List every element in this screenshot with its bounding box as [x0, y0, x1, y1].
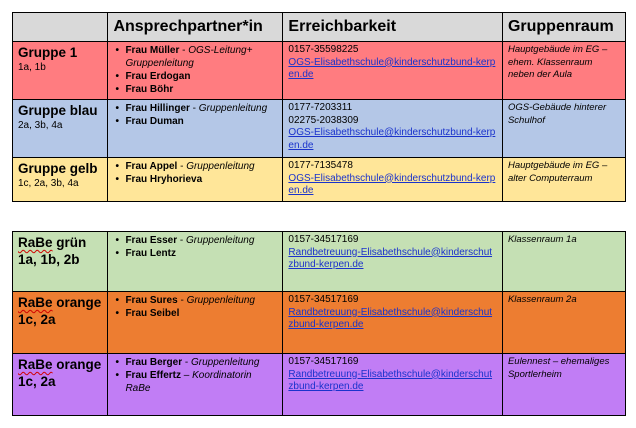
contact-item [113, 115, 277, 128]
contact-separator: - [177, 295, 187, 306]
group-room: Eulennest – ehemaliges Sportlerheim [507, 356, 610, 380]
contact-role: Gruppenleitung [186, 235, 255, 246]
group-name [18, 234, 102, 251]
contact-separator: - [177, 161, 187, 172]
phone-number: 0177-7135478 [288, 160, 353, 171]
group-classes: 1c, 2a, 3b, 4a [18, 178, 79, 189]
group-row-rabe-orange-eulennest [13, 354, 626, 416]
group-prefix: RaBe [18, 357, 53, 372]
contact-role: Gruppenleitung [198, 103, 268, 114]
room-cell [502, 42, 625, 100]
contact-name: Frau Müller [125, 45, 180, 56]
contact-name: Frau Duman [125, 116, 184, 127]
group-name [18, 294, 102, 311]
contacts-cell [108, 354, 283, 416]
reachability-cell [283, 42, 503, 100]
phone-number: 0157-34517169 [288, 356, 359, 367]
group-cell [13, 158, 108, 202]
ogs-groups-table [12, 12, 626, 202]
contact-item [113, 102, 277, 115]
phone-number: 0157-34517169 [288, 294, 359, 305]
contact-list [113, 356, 277, 395]
contact-item [113, 83, 277, 96]
contact-name: Frau Seibel [125, 308, 180, 319]
phone-number: 02275-2038309 [288, 114, 359, 126]
email-link[interactable]: OGS-Elisabethschule@kinderschutzbund-kerpen.de [288, 127, 496, 151]
group-cell [13, 354, 108, 416]
group-classes: 1c, 2a [18, 312, 56, 327]
contact-item [113, 294, 277, 307]
group-room: Hauptgebäude im EG – alter Computerraum [507, 160, 608, 184]
reachability-cell [283, 354, 503, 416]
contact-name: Frau Hryhorieva [125, 174, 203, 185]
phone-number: 0157-34517169 [288, 234, 359, 245]
room-cell [502, 158, 625, 202]
contact-name: Frau Berger [125, 357, 183, 368]
contact-name: Frau Appel [125, 161, 178, 172]
group-name-suffix: orange [52, 357, 102, 372]
contact-list [113, 44, 277, 96]
contact-item [113, 356, 277, 369]
group-classes: 1a, 1b, 2b [18, 252, 80, 267]
contact-name: Frau Sures [125, 295, 178, 306]
contact-name: Frau Böhr [125, 84, 174, 95]
group-row-rabe-gruen [13, 232, 626, 292]
contact-name: Frau Hillinger [125, 103, 190, 114]
group-cell [13, 292, 108, 354]
contact-item [113, 173, 277, 186]
contacts-cell [108, 158, 283, 202]
email-link[interactable]: Randbetreuung-Elisabethschule@kinderschutzbund-kerpen.de [288, 306, 493, 330]
group-room: OGS-Gebäude hinterer Schulhof [507, 102, 607, 126]
reachability-cell [283, 158, 503, 202]
contact-separator: - [189, 103, 199, 114]
group-room: Klassenraum 2a [507, 294, 577, 305]
group-name: Gruppe 1 [18, 45, 78, 60]
contact-name: Frau Effertz [125, 370, 181, 381]
reachability-cell [283, 232, 503, 292]
header-group-room: Gruppenraum [502, 13, 625, 42]
contact-name: Frau Lentz [125, 248, 176, 259]
contact-separator: - [177, 235, 187, 246]
contact-separator: - [179, 45, 189, 56]
group-name [18, 356, 102, 373]
group-name: Gruppe gelb [18, 161, 98, 176]
contacts-cell [108, 100, 283, 158]
contact-item [113, 307, 277, 320]
group-classes: 1a, 1b [18, 62, 46, 73]
group-cell [13, 100, 108, 158]
contact-role: Koordinatorin RaBe [125, 370, 252, 394]
contact-list [113, 234, 277, 260]
contact-separator: – [181, 370, 193, 381]
group-room: Hauptgebäude im EG – ehem. Klassenraum neben der Aula [507, 44, 608, 80]
header-group [13, 13, 108, 42]
contact-role: Gruppenleitung [186, 295, 255, 306]
header-contact-person: Ansprechpartner*in [108, 13, 283, 42]
contact-item [113, 160, 277, 173]
room-cell [502, 292, 625, 354]
contact-item [113, 234, 277, 247]
contact-item [113, 70, 277, 83]
email-link[interactable]: OGS-Elisabethschule@kinderschutzbund-kerpen.de [288, 172, 496, 196]
contact-name: Frau Esser [125, 235, 178, 246]
group-row-gruppe-blau [13, 100, 626, 158]
group-row-gruppe-1 [13, 42, 626, 100]
group-prefix: RaBe [18, 295, 53, 310]
group-room: Klassenraum 1a [507, 234, 577, 245]
contact-name: Frau Erdogan [125, 71, 191, 82]
contact-separator: - [182, 357, 192, 368]
group-cell [13, 42, 108, 100]
email-link[interactable]: Randbetreuung-Elisabethschule@kinderschutzbund-kerpen.de [288, 368, 493, 392]
group-classes: 2a, 3b, 4a [18, 120, 63, 131]
header-reachability: Erreichbarkeit [283, 13, 503, 42]
group-classes: 1c, 2a [18, 374, 56, 389]
contact-role: Gruppenleitung [186, 161, 255, 172]
contact-item [113, 247, 277, 260]
group-row-gruppe-gelb [13, 158, 626, 202]
phone-number: 0157-35598225 [288, 44, 359, 55]
group-name-suffix: orange [52, 295, 102, 310]
rabe-groups-table [12, 231, 626, 416]
contacts-cell [108, 232, 283, 292]
group-prefix: RaBe [18, 235, 53, 250]
contact-role: OGS-Leitung+ Gruppenleitung [125, 45, 253, 69]
room-cell [502, 100, 625, 158]
reachability-cell [283, 292, 503, 354]
email-link[interactable]: Randbetreuung-Elisabethschule@kinderschutzbund-kerpen.de [288, 246, 493, 270]
table-header-row [13, 13, 626, 42]
email-link[interactable]: OGS-Elisabethschule@kinderschutzbund-kerpen.de [288, 56, 496, 80]
contacts-cell [108, 292, 283, 354]
room-cell [502, 354, 625, 416]
contacts-cell [108, 42, 283, 100]
contact-list [113, 294, 277, 320]
contact-role: Gruppenleitung [191, 357, 260, 368]
reachability-cell [283, 100, 503, 158]
group-cell [13, 232, 108, 292]
contact-list [113, 160, 277, 186]
contact-item [113, 44, 277, 70]
phone-number: 0177-7203311 [288, 102, 353, 113]
contact-item [113, 369, 277, 395]
group-row-rabe-orange [13, 292, 626, 354]
room-cell [502, 232, 625, 292]
group-name: Gruppe blau [18, 103, 98, 118]
group-name-suffix: grün [52, 235, 87, 250]
contact-list [113, 102, 277, 128]
